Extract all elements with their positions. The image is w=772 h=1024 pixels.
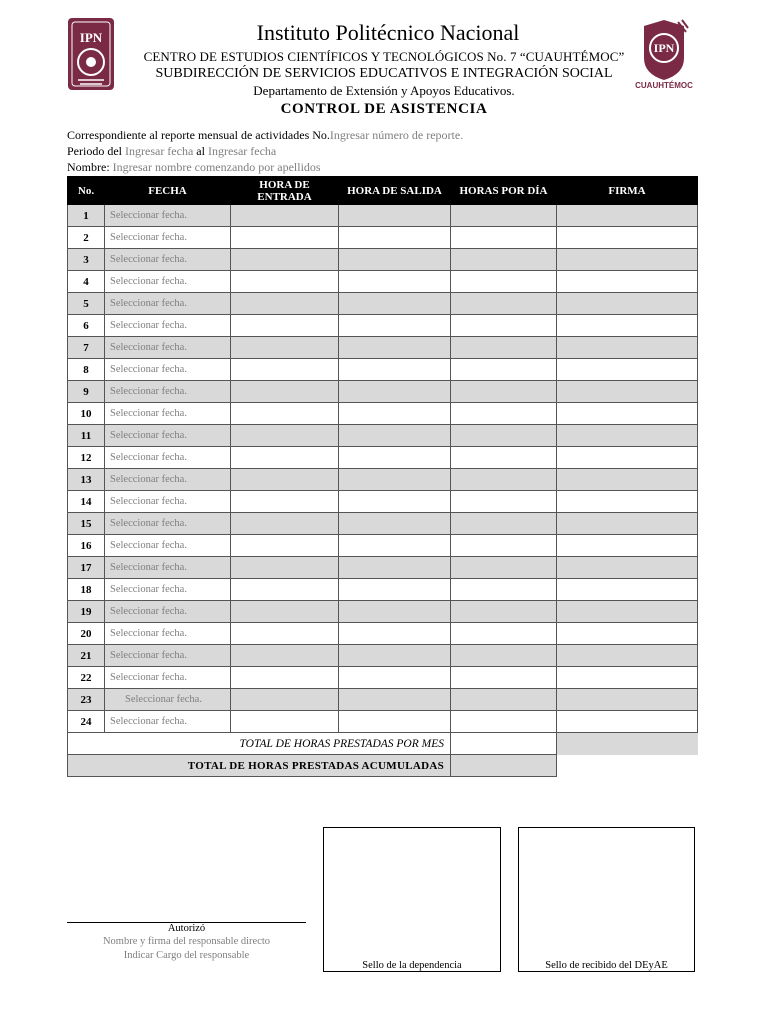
table-row: [68, 403, 698, 425]
center-name: CENTRO DE ESTUDIOS CIENTÍFICOS Y TECNOLÓGICOS No. 7 “CUAUHTÉMOC”: [143, 49, 625, 64]
date-select[interactable]: Seleccionar fecha.: [105, 601, 231, 623]
date-select[interactable]: Seleccionar fecha.: [105, 315, 231, 337]
table-row: [68, 491, 698, 513]
table-row: [68, 469, 698, 491]
hora-salida-cell[interactable]: [339, 359, 451, 381]
logo-left-text: IPN: [79, 30, 103, 45]
hora-salida-cell[interactable]: [339, 667, 451, 689]
row-number: 12: [68, 447, 105, 469]
firma-cell[interactable]: [557, 271, 698, 293]
hora-salida-cell[interactable]: [339, 645, 451, 667]
horas-por-dia-cell[interactable]: [451, 359, 557, 381]
table-row: [68, 337, 698, 359]
hora-entrada-cell[interactable]: [231, 513, 339, 535]
hora-salida-cell[interactable]: [339, 623, 451, 645]
horas-por-dia-cell[interactable]: [451, 513, 557, 535]
firma-cell[interactable]: [557, 359, 698, 381]
hora-entrada-cell[interactable]: [231, 491, 339, 513]
date-select[interactable]: Seleccionar fecha.: [105, 293, 231, 315]
firma-cell[interactable]: [557, 469, 698, 491]
hora-entrada-cell[interactable]: [231, 601, 339, 623]
row-number: 3: [68, 249, 105, 271]
hora-salida-cell[interactable]: [339, 689, 451, 711]
department-name: Departamento de Extensión y Apoyos Educativos.: [253, 83, 515, 98]
date-select[interactable]: Seleccionar fecha.: [105, 359, 231, 381]
report-number-field[interactable]: Ingresar número de reporte.: [329, 128, 464, 142]
table-row: [68, 689, 698, 711]
horas-por-dia-cell[interactable]: [451, 491, 557, 513]
date-select[interactable]: Seleccionar fecha.: [105, 579, 231, 601]
header-no: No.: [68, 177, 105, 205]
hora-salida-cell[interactable]: [339, 513, 451, 535]
horas-por-dia-cell[interactable]: [451, 403, 557, 425]
horas-por-dia-cell[interactable]: [451, 535, 557, 557]
row-number: 21: [68, 645, 105, 667]
hora-entrada-cell[interactable]: [231, 667, 339, 689]
hora-entrada-cell[interactable]: [231, 711, 339, 733]
horas-por-dia-cell[interactable]: [451, 667, 557, 689]
table-row: [68, 667, 698, 689]
date-select[interactable]: Seleccionar fecha.: [105, 711, 231, 733]
date-select[interactable]: Seleccionar fecha.: [105, 337, 231, 359]
horas-por-dia-cell[interactable]: [451, 447, 557, 469]
horas-por-dia-cell[interactable]: [451, 425, 557, 447]
horas-por-dia-cell[interactable]: [451, 601, 557, 623]
total-accum-value[interactable]: [451, 755, 557, 777]
horas-por-dia-cell[interactable]: [451, 293, 557, 315]
table-row: [68, 359, 698, 381]
table-row: [68, 381, 698, 403]
hora-entrada-cell[interactable]: [231, 425, 339, 447]
period-from-field[interactable]: Ingresar fecha: [125, 144, 194, 158]
firma-cell[interactable]: [557, 513, 698, 535]
hora-entrada-cell[interactable]: [231, 381, 339, 403]
firma-cell[interactable]: [557, 689, 698, 711]
date-select[interactable]: Seleccionar fecha.: [105, 227, 231, 249]
date-select[interactable]: Seleccionar fecha.: [105, 513, 231, 535]
hora-entrada-cell[interactable]: [231, 293, 339, 315]
hora-salida-cell[interactable]: [339, 469, 451, 491]
table-row: [68, 425, 698, 447]
horas-por-dia-cell[interactable]: [451, 271, 557, 293]
firma-cell[interactable]: [557, 337, 698, 359]
report-number-line: [67, 128, 463, 143]
row-number: 1: [68, 205, 105, 227]
hora-salida-cell[interactable]: [339, 579, 451, 601]
signature-name-field[interactable]: Nombre y firma del responsable directo: [102, 936, 271, 947]
date-select[interactable]: Seleccionar fecha.: [105, 425, 231, 447]
firma-cell[interactable]: [557, 491, 698, 513]
stamp-deyae-label: Sello de recibido del DEyAE: [545, 960, 668, 971]
header-firma: FIRMA: [557, 177, 698, 205]
hora-salida-cell[interactable]: [339, 381, 451, 403]
name-label: Nombre: [67, 160, 107, 174]
hora-salida-cell[interactable]: [339, 601, 451, 623]
header-fecha: FECHA: [105, 177, 231, 205]
row-number: 8: [68, 359, 105, 381]
horas-por-dia-cell[interactable]: [451, 557, 557, 579]
date-select[interactable]: Seleccionar fecha.: [105, 447, 231, 469]
horas-por-dia-cell[interactable]: [451, 711, 557, 733]
hora-entrada-cell[interactable]: [231, 535, 339, 557]
horas-por-dia-cell[interactable]: [451, 645, 557, 667]
total-month-label: TOTAL DE HORAS PRESTADAS POR MES: [68, 733, 451, 755]
firma-cell[interactable]: [557, 205, 698, 227]
horas-por-dia-cell[interactable]: [451, 337, 557, 359]
total-month-row: [68, 733, 698, 755]
date-select[interactable]: Seleccionar fecha.: [105, 535, 231, 557]
hora-salida-cell[interactable]: [339, 425, 451, 447]
hora-entrada-cell[interactable]: [231, 645, 339, 667]
date-select[interactable]: Seleccionar fecha.: [105, 205, 231, 227]
attendance-table: [67, 176, 698, 777]
table-row: [68, 623, 698, 645]
hora-salida-cell[interactable]: [339, 711, 451, 733]
autorizo-label: Autorizó: [167, 923, 206, 934]
date-select[interactable]: Seleccionar fecha.: [105, 381, 231, 403]
hora-entrada-cell[interactable]: [231, 337, 339, 359]
horas-por-dia-cell[interactable]: [451, 469, 557, 491]
firma-cell[interactable]: [557, 711, 698, 733]
row-number: 14: [68, 491, 105, 513]
row-number: 20: [68, 623, 105, 645]
firma-cell[interactable]: [557, 293, 698, 315]
firma-cell[interactable]: [557, 557, 698, 579]
row-number: 16: [68, 535, 105, 557]
hora-entrada-cell[interactable]: [231, 315, 339, 337]
table-row: [68, 645, 698, 667]
horas-por-dia-cell[interactable]: [451, 249, 557, 271]
firma-cell[interactable]: [557, 579, 698, 601]
institution-title: Instituto Politécnico Nacional: [256, 20, 520, 45]
table-row: [68, 513, 698, 535]
hora-entrada-cell[interactable]: [231, 271, 339, 293]
firma-cell[interactable]: [557, 667, 698, 689]
hora-salida-cell[interactable]: [339, 315, 451, 337]
firma-cell[interactable]: [557, 403, 698, 425]
hora-entrada-cell[interactable]: [231, 557, 339, 579]
table-row: [68, 601, 698, 623]
total-month-shade: [557, 733, 698, 755]
firma-cell[interactable]: [557, 249, 698, 271]
table-row: [68, 249, 698, 271]
firma-cell[interactable]: [557, 425, 698, 447]
header-hora-salida: HORA DE SALIDA: [339, 177, 451, 205]
table-row: [68, 557, 698, 579]
table-row: [68, 711, 698, 733]
firma-cell[interactable]: [557, 623, 698, 645]
date-select[interactable]: Seleccionar fecha.: [105, 249, 231, 271]
date-select[interactable]: Seleccionar fecha.: [105, 667, 231, 689]
horas-por-dia-cell[interactable]: [451, 689, 557, 711]
row-number: 22: [68, 667, 105, 689]
name-field[interactable]: Ingresar nombre comenzando por apellidos: [112, 160, 321, 174]
date-select[interactable]: Seleccionar fecha.: [105, 689, 231, 711]
row-number: 23: [68, 689, 105, 711]
date-select[interactable]: Seleccionar fecha.: [105, 557, 231, 579]
row-number: 13: [68, 469, 105, 491]
stamp-dependencia-box: [323, 827, 501, 972]
table-row: [68, 205, 698, 227]
table-row: [68, 315, 698, 337]
hora-entrada-cell[interactable]: [231, 403, 339, 425]
period-label: Periodo del: [67, 144, 122, 158]
hora-entrada-cell[interactable]: [231, 359, 339, 381]
firma-cell[interactable]: [557, 381, 698, 403]
table-row: [68, 293, 698, 315]
form-title: CONTROL DE ASISTENCIA: [280, 101, 488, 117]
firma-cell[interactable]: [557, 535, 698, 557]
report-number-label: Correspondiente al reporte mensual de actividades No.: [67, 128, 330, 142]
horas-por-dia-cell[interactable]: [451, 227, 557, 249]
table-row: [68, 271, 698, 293]
hora-entrada-cell[interactable]: [231, 623, 339, 645]
signature-cargo-field[interactable]: Indicar Cargo del responsable: [123, 950, 250, 961]
total-accum-empty: [557, 755, 698, 777]
row-number: 17: [68, 557, 105, 579]
row-number: 6: [68, 315, 105, 337]
header-hora-entrada: HORA DE ENTRADA: [231, 177, 339, 205]
hora-entrada-cell[interactable]: [231, 689, 339, 711]
logo-right-text: IPN: [653, 41, 675, 55]
firma-cell[interactable]: [557, 447, 698, 469]
table-row: [68, 447, 698, 469]
total-accum-row: [68, 755, 698, 777]
total-month-value[interactable]: [451, 733, 557, 755]
firma-cell[interactable]: [557, 227, 698, 249]
row-number: 15: [68, 513, 105, 535]
hora-entrada-cell[interactable]: [231, 469, 339, 491]
subdirection-name: SUBDIRECCIÓN DE SERVICIOS EDUCATIVOS E INTEGRACIÓN SOCIAL: [155, 66, 613, 81]
row-number: 4: [68, 271, 105, 293]
horas-por-dia-cell[interactable]: [451, 623, 557, 645]
hora-salida-cell[interactable]: [339, 557, 451, 579]
hora-salida-cell[interactable]: [339, 403, 451, 425]
hora-salida-cell[interactable]: [339, 249, 451, 271]
name-line: Nombre: Ingresar nombre comenzando por apellidos: [67, 160, 321, 174]
row-number: 10: [68, 403, 105, 425]
row-number: 2: [68, 227, 105, 249]
row-number: 24: [68, 711, 105, 733]
hora-salida-cell[interactable]: [339, 491, 451, 513]
table-body: [68, 205, 698, 733]
row-number: 11: [68, 425, 105, 447]
table-header-row: [68, 177, 698, 205]
table-row: [68, 227, 698, 249]
table-row: [68, 579, 698, 601]
hora-salida-cell[interactable]: [339, 293, 451, 315]
hora-entrada-cell[interactable]: [231, 579, 339, 601]
row-number: 9: [68, 381, 105, 403]
date-select[interactable]: Seleccionar fecha.: [105, 491, 231, 513]
table-row: [68, 535, 698, 557]
stamp-dependencia-label: Sello de la dependencia: [362, 960, 462, 971]
date-select[interactable]: Seleccionar fecha.: [105, 623, 231, 645]
hora-entrada-cell[interactable]: [231, 205, 339, 227]
firma-cell[interactable]: [557, 315, 698, 337]
hora-salida-cell[interactable]: [339, 271, 451, 293]
horas-por-dia-cell[interactable]: [451, 579, 557, 601]
date-select[interactable]: Seleccionar fecha.: [105, 645, 231, 667]
firma-cell[interactable]: [557, 645, 698, 667]
row-number: 19: [68, 601, 105, 623]
row-number: 18: [68, 579, 105, 601]
period-al-label: al: [196, 144, 205, 158]
period-to-field[interactable]: Ingresar fecha: [207, 144, 277, 158]
date-select[interactable]: Seleccionar fecha.: [105, 403, 231, 425]
hora-entrada-cell[interactable]: [231, 249, 339, 271]
hora-entrada-cell[interactable]: [231, 227, 339, 249]
date-select[interactable]: Seleccionar fecha.: [105, 271, 231, 293]
logo-right-caption: CUAUHTÉMOC: [635, 81, 693, 90]
stamp-deyae-box: [518, 827, 695, 972]
hora-salida-cell[interactable]: [339, 337, 451, 359]
firma-cell[interactable]: [557, 601, 698, 623]
hora-salida-cell[interactable]: [339, 227, 451, 249]
total-accum-label: TOTAL DE HORAS PRESTADAS ACUMULADAS: [68, 755, 451, 777]
row-number: 7: [68, 337, 105, 359]
row-number: 5: [68, 293, 105, 315]
horas-por-dia-cell[interactable]: [451, 381, 557, 403]
header-horas-por-dia: HORAS POR DÍA: [451, 177, 557, 205]
hora-salida-cell[interactable]: [339, 205, 451, 227]
period-line: [67, 144, 276, 159]
hora-salida-cell[interactable]: [339, 447, 451, 469]
date-select[interactable]: Seleccionar fecha.: [105, 469, 231, 491]
horas-por-dia-cell[interactable]: [451, 315, 557, 337]
hora-salida-cell[interactable]: [339, 535, 451, 557]
horas-por-dia-cell[interactable]: [451, 205, 557, 227]
hora-entrada-cell[interactable]: [231, 447, 339, 469]
